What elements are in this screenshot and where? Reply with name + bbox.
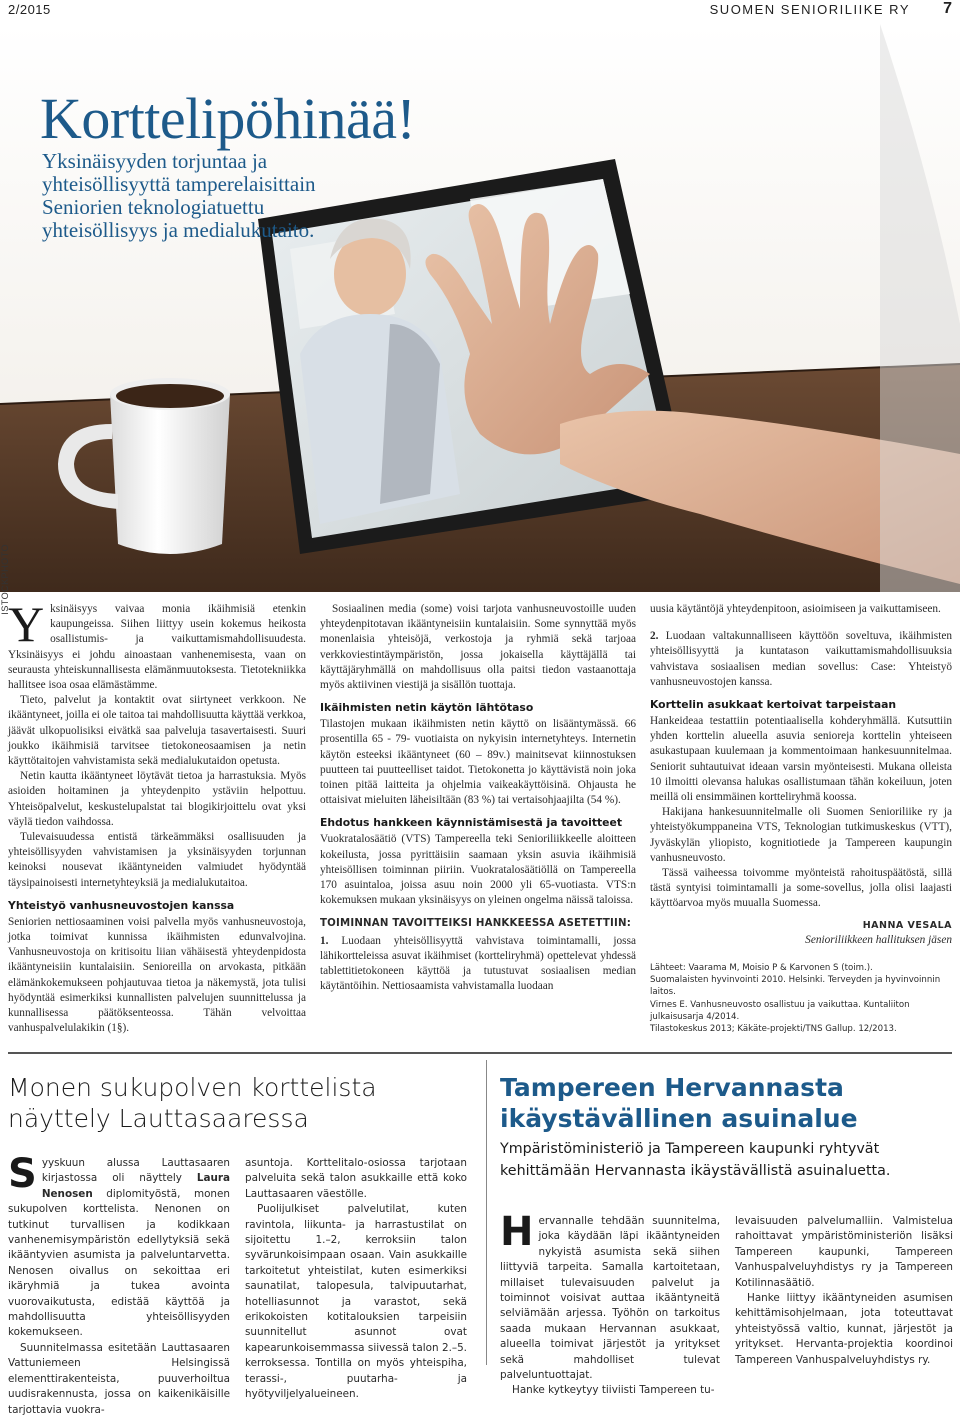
page-number: 7	[943, 0, 952, 17]
body-paragraph: Sosiaalinen media (some) voisi tarjota vanhusneuvostoille uuden yhteydenpitotavan ikääntyneisiin kuntalaisiin. Some synnyttää myös monenlaisia yhteisöjä, verkostoja ja ryhmiä sekä tarjoaa verkkoviestintäympäristön, jossa jokaisella käyttäjällä tai käyttäjäryhmällä on mahdollisuus olla paitsi tiedon vastaanottaja myös aktiivinen viestijä ja sisällön tuottaja.	[320, 603, 636, 692]
body-paragraph: uusia käytäntöjä yhteydenpitoon, asioimiseen ja vaikuttamiseen.	[650, 603, 941, 615]
goal-item-1	[320, 934, 636, 995]
issue-number: 2/2015	[8, 2, 51, 17]
person-name: Laura Nenosen	[41, 1172, 230, 1200]
article3-title: Tampereen Hervannasta ikäystävällinen asuinalue	[500, 1073, 858, 1133]
article-column-2	[320, 602, 636, 994]
goal-item-2	[650, 629, 952, 690]
goals-heading: TOIMINNAN TAVOITTEIKSI HANKKEESSA ASETETTIIN:	[320, 918, 631, 930]
source-item: Virnes E. Vanhusneuvosto osallistuu ja vaikuttaa. Kuntaliiton julkaisusarja 4/2014.	[650, 999, 910, 1022]
article2-title: Monen sukupolven korttelista näyttely Lauttasaaressa	[8, 1073, 377, 1133]
goal-text: Luodaan yhteisöllisyyttä vahvistava toimintamalli, jossa lähikortteleissa asuvat ikäihmiset (kortteliryhmä) opettelevat yhdessä tablettitietokoneen käyttöä ja tutustuvat sosiaalisen median käytäntöihin. Nettiosaamista vahvistamalla luodaan	[320, 934, 636, 993]
drop-cap: H	[500, 1209, 534, 1255]
sources-list	[650, 962, 952, 1035]
intro-paragraph	[8, 596, 306, 693]
page-header	[0, 0, 960, 22]
body-paragraph: Tässä vaiheessa toivomme myönteistä rahoituspäätöstä, sillä tästä syntyisi toimintamalli ja some-sovellus, jolla olisi laajasti käyttöarvoa myös muualla Suomessa.	[650, 867, 952, 910]
drop-cap: S	[8, 1151, 37, 1197]
article3-column-2	[735, 1214, 953, 1368]
body-paragraph: Netin kautta ikääntyneet löytävät tietoa ja harrastuksia. Myös asioiden hoitaminen ja yhteydenpito ystäviin helpottuu. Yhteisöpalvelut, keskustelupalstat tai blogikirjoittelu ovat yksi väylä tiedon vaihdossa.	[8, 770, 306, 828]
body-paragraph: Hanke liittyy ikääntyneiden asumisen kehittämisohjelmaan, jota toteuttavat yhteistyössä valtio, kunnat, järjestöt ja yritykset. Hervanta-projektia koordinoi Tampereen Vanhuspalveluyhdistys ry.	[735, 1292, 953, 1366]
goal-text: Luodaan valtakunnalliseen käyttöön soveltuva, ikäihmisten yhteisöllisyyttä ja kuntatason vaikuttamismahdollisuuksia vahvistava sosiaalisen median sovellus: Case: Yhteistyö vanhusneuvostojen kanssa.	[650, 630, 952, 688]
article2-column-1	[8, 1151, 230, 1418]
article-subtitle: Yksinäisyyden torjuntaa ja yhteisöllisyyttä tamperelaisittain Seniorien teknologiatuettu yhteisöllisyys ja medialukutaito.	[42, 149, 316, 242]
body-paragraph: Seniorien nettiosaaminen voisi palvella myös vanhusneuvostoja, jotka toimivat kunnissa ikäihmisten edunvalvojina. Vanhusneuvostoja on kritisoitu liian vähäisestä yhteydenpidosta ikääntyneisiin kuntalaisiin. Senioreilla on arvokasta, pitkään elämänkokemukseen pohjautuvaa tietoa ja näkemystä, jota tulisi hyödyntää esimerkiksi kunnallisten palvelujen suunnittelussa ja kunnallisessa päätöksenteossa. Tähän velvoittaa vanhuspalvelulakikin (1§).	[8, 915, 306, 1035]
body-paragraph: levaisuuden palvelumalliin. Valmistelua rahoittavat ympäristöministeriön lisäksi Tampereen kaupunki, Tampereen Vanhuspalveluyhdistys ry ja Tampereen Kotilinnasäätiö.	[735, 1215, 953, 1289]
body-paragraph: asuntoja. Korttelitalo-osiossa tarjotaan palveluita sekä talon asukkaille että koko Lauttasaaren väestölle.	[245, 1157, 467, 1200]
body-paragraph: Hakijana hankesuunnitelmalle oli Suomen Senioriliike ry ja yhteistyökumppaneina VTS, Teknologian tutkimuskeskus (VTT), Jyväskylän yliopisto, kognitiotiede ja Tampereen kaupungin vanhusneuvosto.	[650, 806, 952, 864]
author-role: Senioriliikkeen hallituksen jäsen	[805, 933, 952, 946]
source-item: Suomalaisten hyvinvointi 2010. Helsinki. Terveyden ja hyvinvoinnin laitos.	[650, 975, 941, 998]
intro-text-cont: diplomityöstä, monen sukupolven korttelista. Nenonen on tutkinut turvallisen ja kodikkaan vanhenemisympäristön edellytyksiä sekä ikääntyvien asumista ja palveluntarvetta. Nenosen oivallus on sekoittaa eri ikäryhmiä ja tukea avointa vuorovaikutusta, edistää käyttöä ja mahdollisuutta yhteisöllisyyden kokemukseen.	[8, 1187, 230, 1339]
source-item: Lähteet: Vaarama M, Moisio P & Karvonen S (toim.).	[650, 963, 873, 974]
article-column-3	[650, 602, 952, 1035]
source-item: Tilastokeskus 2013; Käkäte-projekti/TNS Gallup. 12/2013.	[650, 1024, 897, 1035]
author-signature	[650, 918, 952, 948]
article-title: Korttelipöhinää!	[40, 86, 416, 151]
author-name: HANNA VESALA	[862, 919, 952, 931]
body-paragraph: Tilastojen mukaan ikäihmisten netin käyttö on lisääntymässä. 66 prosentilla 65 - 79- vuotiaista on nykyisin internetyhteys. Internetin käytön esteeksi ikääntyneet (60 – 89v.) mainitsevat kiinnostuksen puutteen tai puutteelliset taidot. Tietokonetta jo käyttävistä noin joka toinen pitää laitteita ja ohjelmia vaikeakäyttöisinä. Ohjausta he ottaisivat mieluiten läheisiltään (83 %) tai vertaisohjaajilta (54 %).	[320, 718, 636, 807]
article3-column-1	[500, 1209, 720, 1399]
body-paragraph: Puolijulkiset palvelutilat, kuten ravintola, liikunta- ja harrastustilat on sijoitettu 1.–2, kerroksiin talon syvärunkoisimpaan osaan. Vain asukkaille tarkoitetut yhteistilat, kuten esimerkiksi saunatilat, talopesula, talvipuutarhat, hotelliasunnot ja varastot, sekä erikokoisten kotitalouksien tarpeisiin suunnitellut asunnot ovat kapearunkoisemmassa siivessä talon 2.–5. kerroksessa. Tontilla on myös yhteispiha, terassi-, puutarha- ja hyötyviljelyalueineen.	[245, 1203, 467, 1401]
body-paragraph: Hankeideaa testattiin potentiaalisella kohderyhmällä. Kutsuttiin yhden korttelin alueella asuvia senioreja korttelin yhteiseen asukastupaan kuulemaan ja kommentoimaan hankesuunnitelmaa. Seniorit suhtautuivat ideaan varsin myönteisesti. Mukana olleista 10 ilmoitti olevansa halukas osallistumaan tähän kokeiluun, joten meillä oli ensimmäinen kortteliryhmä koossa.	[650, 715, 952, 804]
body-paragraph: Suunnitelmassa esitetään Lauttasaaren Vattuniemeen Helsingissä elementtirakenteista, puuverhoiltua uudisrakennusta, jossa on kaikenikäisille tarjottavia vuokra-	[8, 1341, 230, 1416]
publication-name: SUOMEN SENIORILIIKE RY	[709, 2, 910, 17]
intro-text: ksinäisyys vaivaa monia ikäihmisiä etenkin kaupungeissa. Siihen liittyy usein kokemus heikosta osallistumis- ja vaikuttamismahdollisuudesta. Yksinäisyys ei johdu ainoastaan vanhenemisesta, vaan on seurausta yhteiskunnallisesta elämänmuutoksesta. Tietotekniikka hallitsee isoa osaa elämästämme.	[8, 603, 306, 692]
section-heading: Ikäihmisten netin käytön lähtötaso	[320, 701, 534, 715]
goal-number: 2.	[650, 630, 659, 643]
intro-text: yyskuun alussa Lauttasaaren kirjastossa oli näyttely	[41, 1157, 230, 1185]
body-paragraph: Vuokratalosäätiö (VTS) Tampereella teki Senioriliikkeelle aloitteen kokeilusta, jossa pyrittäisiin saamaan yksin asuvia ikäihmisiä yhteisöllisen toiminnan piiriin. Vuokratalosäätiöllä on Tampereella 170 asuintaloa, joissa asuu noin 2000 yli 65-vuotiasta. VTS:n kokemuksen mukaan yksinäisyys on yleinen ongelma näissä taloissa.	[320, 833, 636, 907]
intro-text: ervannalle tehdään suunnitelma, joka käydään läpi ikääntyneiden nykyistä asumista sekä siihen liittyviä tarpeita. Samalla kartoitetaan, millaiset tulevaisuuden palvelut ja toiminnot voisivat auttaa ikääntyneitä selviämään arjessa. Työhön on tarkoitus saada mukaan Hervannan asukkaat, alueella toimivat järjestöt ja yritykset sekä mahdolliset tulevat palveluntuottajat.	[500, 1215, 720, 1382]
section-heading: Korttelin asukkaat kertoivat tarpeistaan	[650, 698, 897, 712]
photo-credit: ISTOCKPHOTO	[0, 544, 10, 615]
section-divider	[8, 1052, 952, 1054]
intro-paragraph	[500, 1209, 720, 1383]
article3-subtitle: Ympäristöministeriö ja Tampereen kaupunki ryhtyvät kehittämään Hervannasta ikäystävällistä asuinaluetta.	[500, 1141, 891, 1179]
section-heading: Yhteistyö vanhusneuvostojen kanssa	[8, 898, 235, 912]
column-divider	[486, 1060, 487, 1365]
drop-cap: Y	[8, 596, 45, 652]
body-paragraph: Tieto, palvelut ja kontaktit ovat siirtyneet verkkoon. Ne ikääntyneet, joilla ei ole taitoa tai mahdollisuutta käyttää verkkoa, jäävät ulkopuolisiksi eivätkä saa palveluja tasavertaisesti. Suuri joukko ikäihmisiä tarvitsee tietokoneosaamisen ja netin käyttötaitojen vahvistamista sekä medialukutaidon opetusta.	[8, 694, 307, 768]
body-paragraph: Hanke kytkeytyy tiiviisti Tampereen tu-	[512, 1384, 715, 1397]
body-paragraph: Tulevaisuudessa entistä tärkeämmäksi osallisuuden ja yhteisöllisyyden vahvistamisen ja yksinäisyyden torjunnan keinoksi nousevat ikääntyneiden valmiudet hyödyntää täysipainoisesti internetyhteyksiä ja medialukutaitoa.	[8, 831, 306, 889]
intro-paragraph	[8, 1151, 230, 1341]
goal-number: 1.	[320, 934, 329, 947]
article2-column-2	[245, 1156, 467, 1403]
section-heading: Ehdotus hankkeen käynnistämisestä ja tavoitteet	[320, 816, 622, 830]
article-column-1	[8, 596, 307, 1036]
